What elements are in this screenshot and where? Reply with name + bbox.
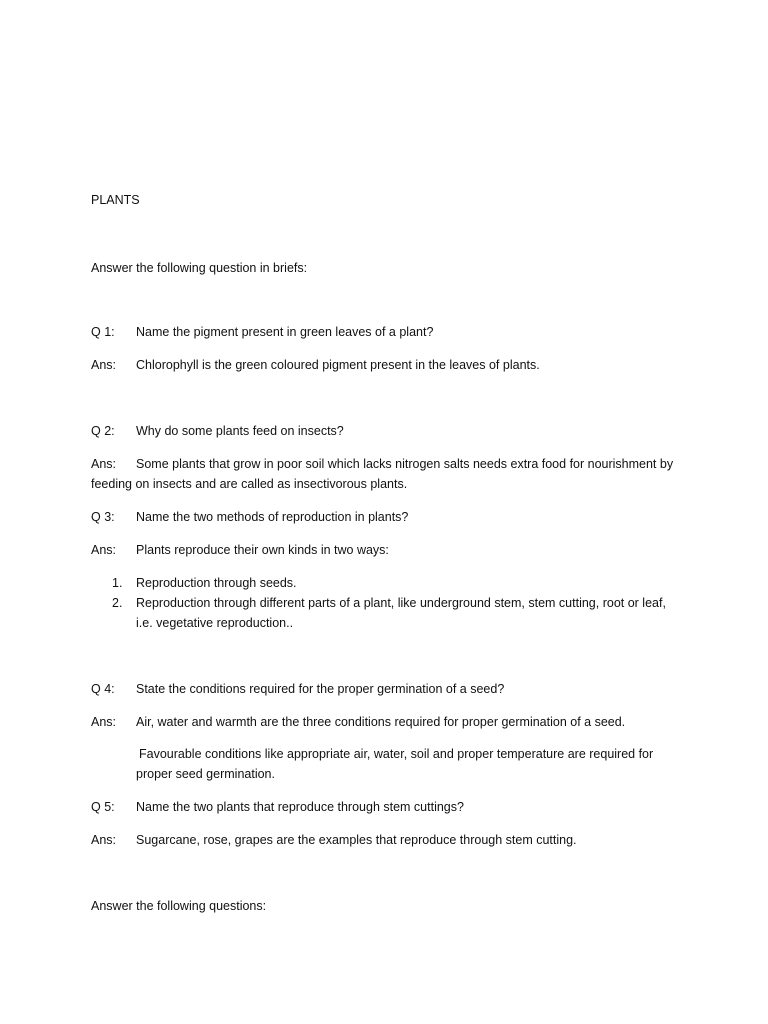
answer-label-1: Ans: [91, 358, 117, 372]
question-label-1: Q 1: [91, 325, 115, 339]
list-item-2: Reproduction through different parts of a plant, like underground stem, stem cutting, root or leaf, i.e. vegetative reproduction.. [136, 596, 666, 630]
question-text-5: Name the two plants that reproduce through stem cuttings? [136, 800, 464, 814]
question-label-2: Q 2: [91, 424, 115, 438]
question-text-4: State the conditions required for the proper germination of a seed? [136, 682, 505, 696]
question-label-4: Q 4: [91, 682, 115, 696]
question-text-2: Why do some plants feed on insects? [136, 424, 344, 438]
question-label-3: Q 3: [91, 510, 115, 524]
list-item-1: Reproduction through seeds. [136, 576, 297, 590]
answer-label-5: Ans: [91, 833, 117, 847]
page-title: PLANTS [91, 193, 140, 207]
question-text-1: Name the pigment present in green leaves of a plant? [136, 325, 434, 339]
instruction-briefs: Answer the following question in briefs: [91, 261, 308, 275]
answer-text-5: Sugarcane, rose, grapes are the examples that reproduce through stem cutting. [136, 833, 577, 847]
list-number-2: 2. [112, 596, 123, 610]
answer-label-4: Ans: [91, 715, 117, 729]
answer-text-2: Some plants that grow in poor soil which lacks nitrogen salts needs extra food for nourishment by feeding on insects and are called as insectivorous plants. [91, 457, 674, 491]
answer-label-2: Ans: [91, 457, 117, 471]
question-text-3: Name the two methods of reproduction in plants? [136, 510, 409, 524]
instruction-questions: Answer the following questions: [91, 899, 267, 913]
answer-extra-4: Favourable conditions like appropriate air, water, soil and proper temperature are required for proper seed germination. [136, 747, 654, 781]
answer-label-3: Ans: [91, 543, 117, 557]
answer-text-1: Chlorophyll is the green coloured pigment present in the leaves of plants. [136, 358, 540, 372]
list-number-1: 1. [112, 576, 123, 590]
question-label-5: Q 5: [91, 800, 115, 814]
answer-text-4: Air, water and warmth are the three conditions required for proper germination of a seed. [136, 715, 626, 729]
answer-text-3: Plants reproduce their own kinds in two ways: [136, 543, 389, 557]
